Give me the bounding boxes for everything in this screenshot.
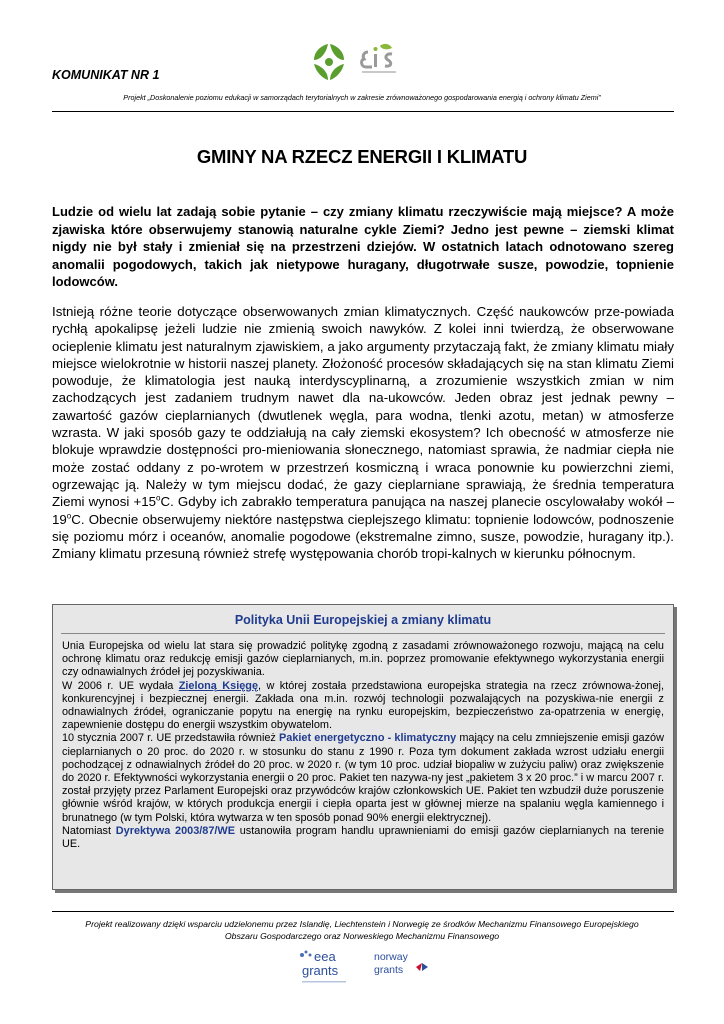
box-text: 10 stycznia 2007 r. UE przedstawiła również [62,732,280,745]
box-title: Polityka Unii Europejskiej a zmiany klimatu [234,613,492,627]
body-text-part-3: C. Obecnie obserwujemy niektóre następstwa cieplejszego klimatu: topnienie lodowców, podnoszenie się poziomu mórz i oceanów, anomalie pogodowe (ekstremalne zimno, susze, powodzie, huragany itp.). Zmiany klimatu przesuną również strefę występowania chorób tropi-kalnych w kierunku północnym. [52,511,674,562]
box-body [62,640,664,851]
box-paragraph: Unia Europejska od wielu lat stara się prowadzić politykę zgodną z zasadami zrównoważonego rozwoju, mającą na celu ochronę klimatu oraz redukcję emisji gazów cieplarnianych, m.in. poprzez promowanie efektywnego wykorzystania energii czy odnawialnych źródeł jej pozyskiwania. [62,640,664,679]
footer-divider [52,911,674,912]
degree-mark: o [66,511,72,521]
degree-mark: o [156,493,161,503]
header-divider [52,111,674,112]
body-text-part-1: Istnieją różne teorie dotyczące obserwowanych zmian klimatycznych. Część naukowców prze-powiada rychłą apokalipsę jeżeli ludzie nie zmienią swoich nawyków. Z kolei inni twierdzą, że obserwowane ocieplenie klimatu jest naturalnym zjawiskiem, a jako argumenty przytaczają fakt, że zmiany klimatu miały miejsce wielokrotnie w historii naszej planety. Złożoność procesów składających się na stan klimatu Ziemi powoduje, że klimatologia jest nauką interdyscyplinarną, a zrozumienie wszystkich zmian w nim zachodzących jest zadaniem trudnym nawet dla na-ukowców. Jeden obraz jest jednak pewny – zawartość gazów cieplarnianych (dwutlenek węgla, para wodna, tlenki azotu, metan) w atmosferze wzrasta. W jaki sposób gazy te oddziałują na cały ziemski ekosystem? Ich obecność w atmosferze nie blokuje wprawdzie dostępności pro-mieniowania słonecznego, natomiast sprawia, że nadmiar ciepła nie może zostać oddany z po-wrotem w przestrzeń kosmiczną i wraca ponownie ku powierzchni ziemi, ogrzewając ją. Należy w tym miejscu dodać, że gazy cieplarniane sprawiają, że średnia temperatura Ziemi wynosi +15 [52,304,674,510]
box-text: ustanowiła program handlu uprawnieniami do emisji gazów cieplarnianych na terenie UE. [62,824,664,851]
eu-policy-box [52,604,674,890]
eea-text: eea [314,949,336,964]
box-text: W 2006 r. UE wydała [62,679,179,692]
norway-grants-text: grants [374,964,404,976]
komunikat-label: KOMUNIKAT NR 1 [52,68,160,82]
footer-line: Projekt realizowany dzięki wsparciu udzielonemu przez Islandię, Liechtenstein i Norwegię ze środków Mechanizmu Finansowego Europejskiego [85,919,639,929]
box-divider [61,633,665,634]
norway-grants-logo-icon [372,949,436,979]
header-logos [306,40,416,84]
directive-highlight: Dyrektywa 2003/87/WE [115,824,235,837]
box-text: , w której została przedstawiona europejska strategia na rzecz zrównowa-żonej, konkurencyjnej i bezpiecznej energii. Zakłada ona m.in. rozwój technologii pozwalających na pozyskiwa-nie energii z odnawialnych źródeł, ograniczanie popytu na energię na rynku europejskim, bezpieczeństwo za-opatrzenia w energię, zapewnienie dostępu do energii wszystkim obywatelom. [62,679,664,732]
norway-text: norway [374,951,408,963]
green-paper-link[interactable]: Zieloną Księgę [178,679,258,692]
box-paragraph [62,732,664,824]
box-text: Natomiast [62,824,116,837]
project-subtitle: Projekt „Doskonalenie poziomu edukacji w samorządach terytorialnych w zakresie zrównoważonego gospodarowania energią i ochrony klimatu Ziemi” [123,93,601,102]
footer-line: Obszaru Gospodarczego oraz Norweskiego Mechanizmu Finansowego [224,931,500,941]
box-text: mający na celu zmniejszenie emisji gazów cieplarnianych o 20 proc. do 2020 r. w stosunku do stanu z 1990 r. Poza tym dokument zakłada wzrost udziału energii pochodzącej z odnawialnych źródeł do 20 proc. w 2020 r. (w tym 10 proc. udział biopaliw w zużyciu paliw) oraz zwiększenie do 2020 r. Efektywności wykorzystania energii o 20 proc. Pakiet ten nazywa-ny jest „pakietem 3 x 20 proc.” i w marcu 2007 r. został przyjęty przez Parlament Europejski oraz przywódców krajów członkowskich UE. Pakiet ten wzbudził duże poruszenie głównie wśród krajów, w których produkcja energii i ciepła oparta jest w głównej mierze na spalaniu węgla kamiennego i brunatnego (w tym Polski, która wytwarza w ten sposób ponad 90% energii elektrycznej). [62,732,664,824]
body-paragraph [52,303,674,562]
footer-note [52,918,672,942]
eea-grants-text: grants [302,963,339,978]
lead-paragraph: Ludzie od wielu lat zadają sobie pytanie – czy zmiany klimatu rzeczywiście mają miejsce? A może zjawiska które obserwujemy stanowią naturalne cykle Ziemi? Jedno jest pewne – ziemski klimat nigdy nie był stały i zmieniał się na przestrzeni dziejów. W ostatnich latach odnotowano szereg anomalii pogodowych, takich jak nietypowe huragany, długotrwałe susze, powodzie, topnienie lodowców. [52,204,674,289]
energy-climate-package-highlight: Pakiet energetyczno - klimatyczny [279,732,457,745]
green-leaves-logo-icon [306,40,416,84]
eea-grants-logo-icon [296,947,356,989]
page-title: GMINY NA RZECZ ENERGII I KLIMATU [196,146,528,167]
eis-logo-icon [362,44,396,73]
box-paragraph [62,680,664,733]
box-paragraph [62,825,664,851]
body-text-part-2: C. Gdyby ich zabrakło temperatura panująca na naszej planecie oscylowałaby wokół – 19 [52,494,675,527]
